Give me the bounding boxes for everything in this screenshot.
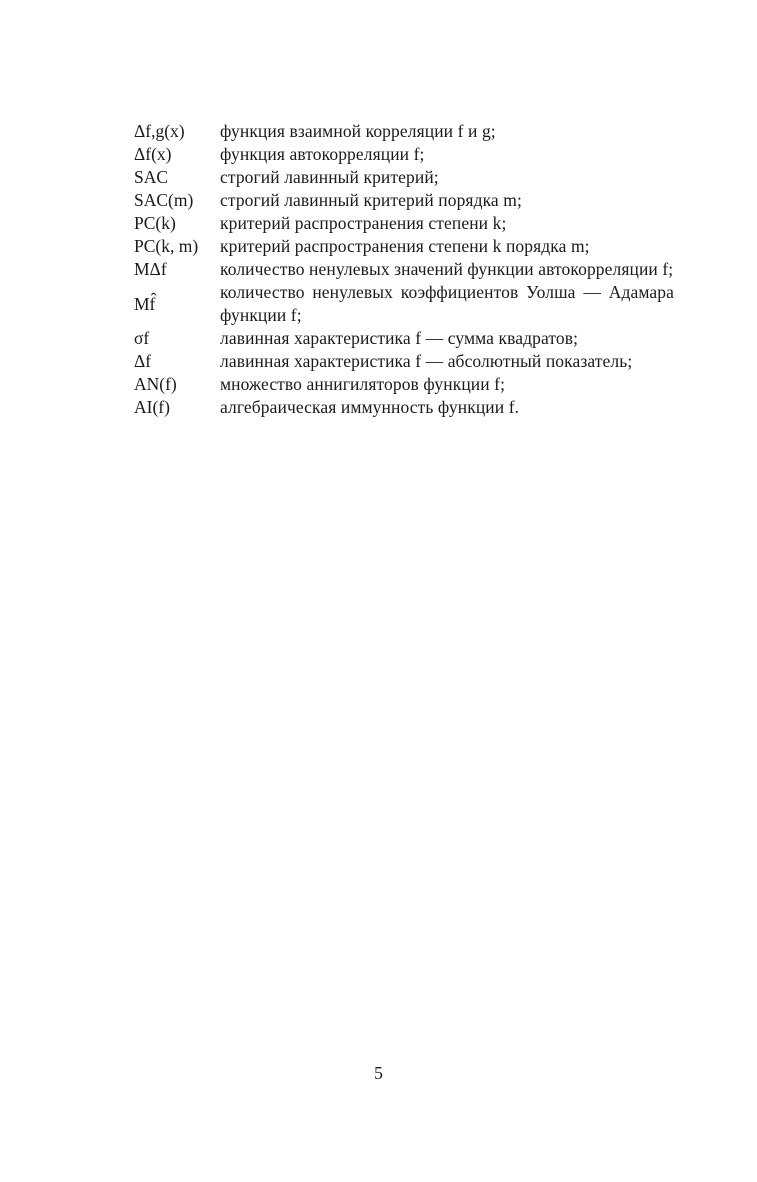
notation-symbol: PC(k, m) xyxy=(134,236,199,256)
notation-symbol: AI(f) xyxy=(134,397,170,417)
notation-symbol: SAC(m) xyxy=(134,190,194,210)
notation-description: строгий лавинный критерий порядка m; xyxy=(220,190,522,210)
notation-description: алгебраическая иммунность функции f. xyxy=(220,397,520,417)
notation-symbol: Δf(x) xyxy=(134,144,172,164)
notation-symbol: AN(f) xyxy=(134,374,177,394)
notation-description: строгий лавинный критерий; xyxy=(220,167,439,187)
notation-entry xyxy=(134,166,674,189)
notation-symbol: PC(k) xyxy=(134,213,176,233)
notation-description: количество ненулевых коэффициентов Уолша — Адамара функции f; xyxy=(220,282,674,325)
notation-description: критерий распространения степени k порядка m; xyxy=(220,236,590,256)
notation-entry xyxy=(134,350,674,373)
notation-entry xyxy=(134,120,674,143)
notation-description: критерий распространения степени k; xyxy=(220,213,507,233)
notation-entry xyxy=(134,235,674,258)
notation-description: количество ненулевых значений функции автокорреляции f; xyxy=(220,259,674,279)
notation-description: функция автокорреляции f; xyxy=(220,144,425,164)
notation-symbol: MΔf xyxy=(134,259,167,279)
notation-description: функция взаимной корреляции f и g; xyxy=(220,121,496,141)
notation-list xyxy=(134,120,674,419)
notation-symbol: Δf,g(x) xyxy=(134,121,185,141)
notation-entry xyxy=(134,373,674,396)
notation-entry xyxy=(134,189,674,212)
notation-description: лавинная характеристика f — сумма квадратов; xyxy=(220,328,579,348)
notation-description: множество аннигиляторов функции f; xyxy=(220,374,506,394)
page-number: 5 xyxy=(374,1063,383,1083)
notation-entry xyxy=(134,143,674,166)
notation-entry xyxy=(134,281,674,327)
notation-symbol: SAC xyxy=(134,167,169,187)
notation-symbol: Δf xyxy=(134,351,152,371)
notation-entry xyxy=(134,258,674,281)
notation-entry xyxy=(134,327,674,350)
notation-entry xyxy=(134,212,674,235)
notation-entry xyxy=(134,396,674,419)
notation-symbol: Mf̂ xyxy=(134,293,156,314)
notation-symbol: σf xyxy=(134,328,150,348)
notation-description: лавинная характеристика f — абсолютный показатель; xyxy=(220,351,633,371)
